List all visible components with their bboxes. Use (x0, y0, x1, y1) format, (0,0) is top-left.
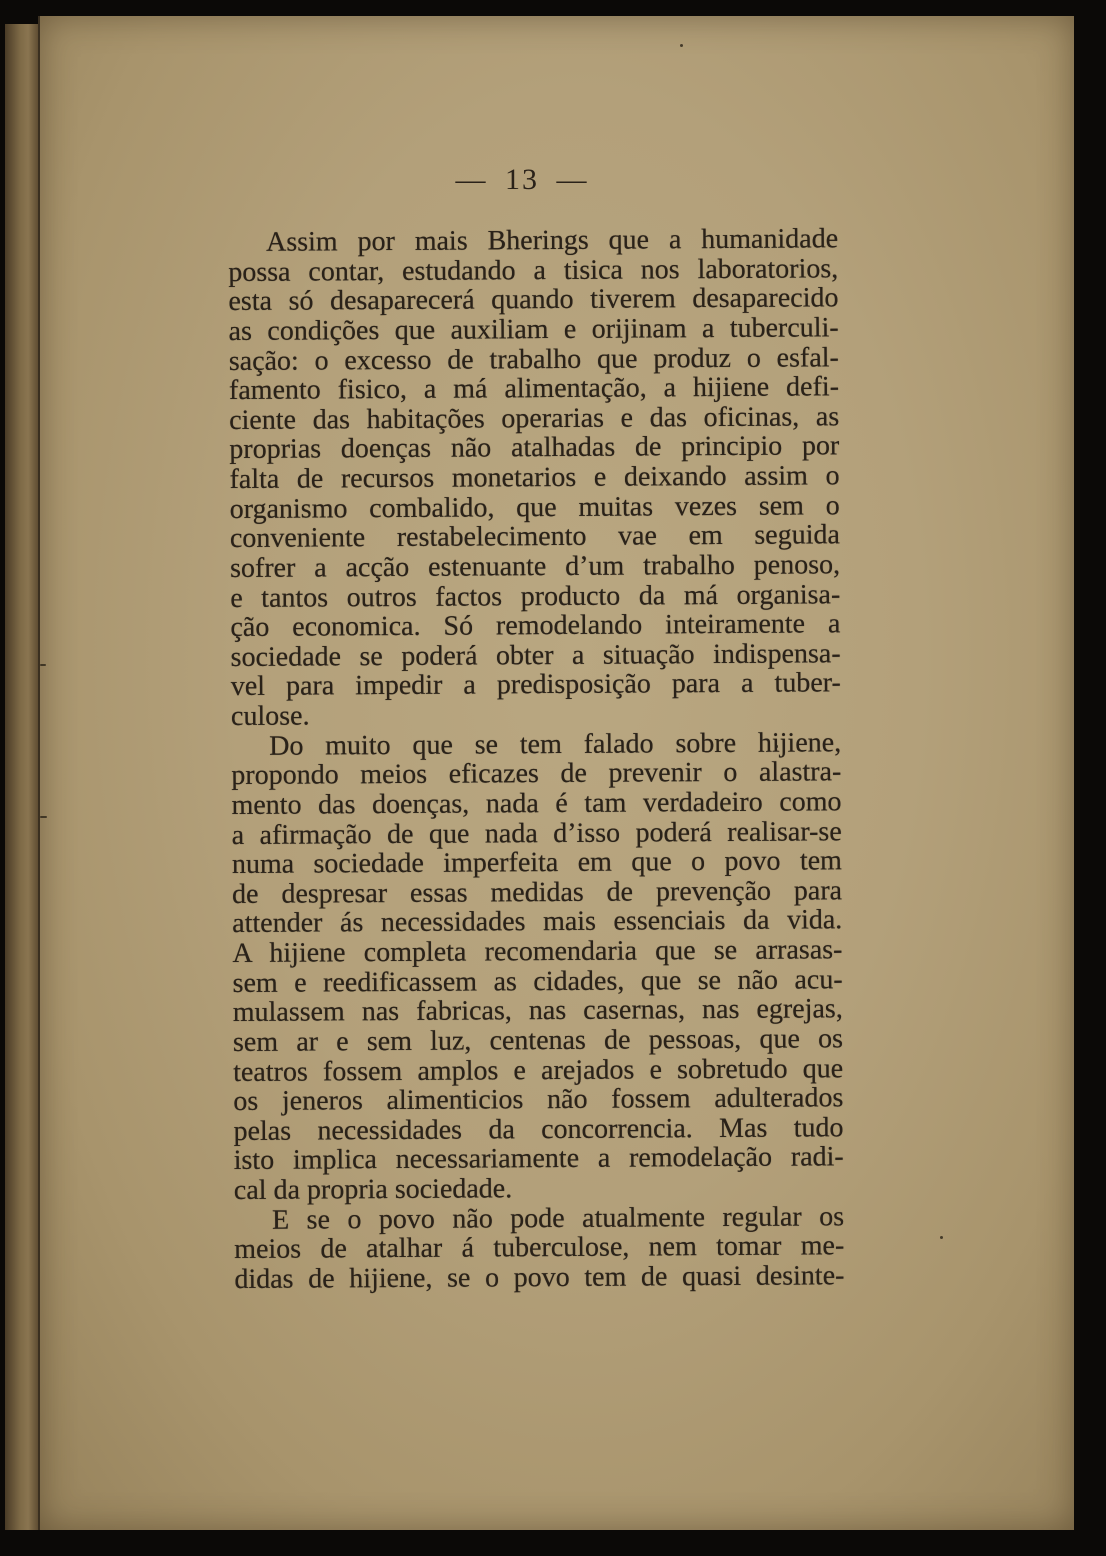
text-line: esta só desaparecerá quando tiverem desaparecido (228, 282, 839, 318)
scan-speck (940, 1236, 943, 1239)
body-text (228, 224, 845, 1294)
text-line: de despresar essas medidas de prevenção para (231, 875, 843, 910)
text-line: sação: o excesso de trabalho que produz o esfal- (228, 341, 839, 377)
text-line: mulassem nas fabricas, nas casernas, nas egrejas, (232, 993, 843, 1029)
text-line: sociedade se poderá obter a situação indispensa- (230, 638, 841, 673)
text-line: sem ar e sem luz, centenas de pessoas, que os (232, 1023, 844, 1058)
adjacent-page-edge (5, 24, 38, 1530)
text-line: ciente das habitações operarias e das oficinas, as (229, 401, 840, 436)
text-line: meios de atalhar á tuberculose, nem tomar me- (234, 1230, 845, 1266)
scan-speck (680, 44, 683, 47)
text-line: vel para impedir a predisposição para a tuber- (230, 667, 841, 703)
text-line: Assim por mais Bherings que a humanidade (265, 223, 839, 258)
text-line: pelas necessidades da concorrencia. Mas tudo (233, 1112, 844, 1147)
scan-speck (40, 664, 46, 666)
text-line: e tantos outros factos producto da má organisa- (230, 578, 841, 614)
text-line: teatros fossem amplos e arejados e sobretudo que (233, 1052, 844, 1088)
text-line: numa sociedade imperfeita em que o povo tem (231, 845, 842, 881)
text-line: propondo meios eficazes de prevenir o alastra- (231, 756, 842, 792)
text-line: sem e reedificassem as cidades, que se não acu- (232, 963, 843, 999)
text-line: attender ás necessidades mais essenciais da vida. (232, 904, 843, 940)
text-line: conveniente restabelecimento vae em seguida (229, 519, 840, 555)
text-line: A hijiene completa recomendaria que se arrasas- (232, 934, 843, 969)
text-line: famento fisico, a má alimentação, a hijiene defi- (228, 371, 840, 407)
text-line: falta de recursos monetarios e deixando assim o (229, 460, 840, 495)
text-line: didas de hijiene, se o povo tem de quasi desinte- (234, 1260, 845, 1295)
text-line: a afirmação de que nada d’isso poderá realisar-se (231, 815, 842, 851)
text-line: possa contar, estudando a tisica nos laboratorios, (228, 252, 839, 288)
text-line: Do muito que se tem falado sobre hijiene, (269, 726, 842, 762)
page-number: — 13 — (455, 163, 589, 196)
text-line: mento das doenças, nada é tam verdadeiro como (231, 786, 842, 821)
scan-speck (40, 816, 47, 818)
text-line: as condições que auxiliam e orijinam a tuberculi- (228, 312, 839, 347)
text-line: isto implica necessariamente a remodelação radi- (233, 1141, 844, 1177)
text-line: ção economica. Só remodelando inteiramente a (230, 608, 841, 644)
text-line: os jeneros alimenticios não fossem adulterados (233, 1082, 844, 1118)
text-line: sofrer a acção estenuante d’um trabalho penoso, (229, 549, 841, 584)
text-line: proprias doenças não atalhadas de principio por (229, 430, 840, 466)
text-line: cal da propria sociedade. (233, 1173, 513, 1206)
text-line: E se o povo não pode atualmente regular os (271, 1200, 845, 1236)
text-line: culose. (230, 700, 310, 732)
text-line: organismo combalido, que muitas vezes sem o (229, 489, 840, 525)
